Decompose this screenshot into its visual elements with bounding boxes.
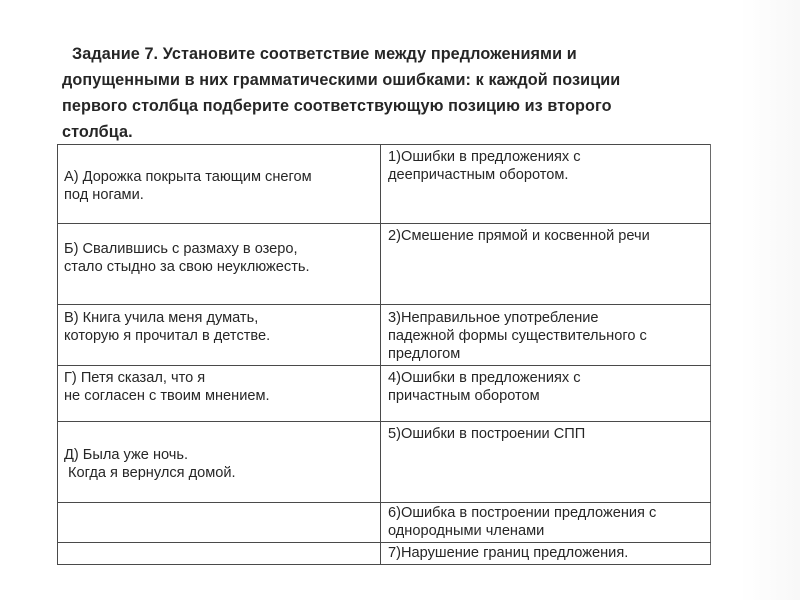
- sentence-cell-d: [58, 422, 381, 503]
- error-text: 3)Неправильное употребление: [388, 310, 599, 326]
- matching-table: [57, 144, 711, 565]
- table-row: [58, 145, 711, 224]
- task-heading-line: Задание 7. Установите соответствие между предложениями и: [72, 45, 577, 63]
- task-heading: [62, 41, 712, 145]
- sentence-text: В) Книга учила меня думать,: [64, 310, 259, 326]
- table-row: [58, 224, 711, 305]
- error-text: 1)Ошибки в предложениях с: [388, 149, 581, 165]
- table-row: [58, 503, 711, 543]
- sentence-text: под ногами.: [64, 187, 144, 203]
- error-text: однородными членами: [388, 523, 545, 539]
- sentence-text: Когда я вернулся домой.: [64, 465, 236, 481]
- error-text: деепричастным оборотом.: [388, 167, 569, 183]
- table-row: [58, 366, 711, 422]
- task-heading-line: столбца.: [62, 123, 133, 141]
- error-text: 6)Ошибка в построении предложения с: [388, 505, 657, 521]
- sentence-text: А) Дорожка покрыта тающим снегом: [64, 169, 312, 185]
- sentence-cell-g: [58, 366, 381, 422]
- table-row: [58, 422, 711, 503]
- sentence-cell-a: [58, 145, 381, 224]
- error-cell-4: [381, 366, 711, 422]
- error-cell-5: [381, 422, 711, 503]
- error-cell-3: [381, 305, 711, 366]
- sentence-text: не согласен с твоим мнением.: [64, 388, 270, 404]
- error-text: 4)Ошибки в предложениях с: [388, 370, 581, 386]
- table-row: [58, 543, 711, 565]
- task-heading-line: первого столбца подберите соответствующую позицию из второго: [62, 97, 612, 115]
- table-row: [58, 305, 711, 366]
- sentence-cell-empty: [58, 503, 381, 543]
- error-text: падежной формы существительного с: [388, 328, 647, 344]
- error-text: 2)Смешение прямой и косвенной речи: [388, 228, 650, 244]
- sentence-text: Г) Петя сказал, что я: [64, 370, 206, 386]
- sentence-text: стало стыдно за свою неуклюжесть.: [64, 259, 310, 275]
- error-cell-2: [381, 224, 711, 305]
- error-text: 7)Нарушение границ предложения.: [388, 545, 629, 561]
- sentence-text: которую я прочитал в детстве.: [64, 328, 271, 344]
- error-cell-1: [381, 145, 711, 224]
- error-cell-7: [381, 543, 711, 565]
- scan-edge-shadow: [740, 0, 800, 600]
- error-text: причастным оборотом: [388, 388, 540, 404]
- sentence-cell-b: [58, 224, 381, 305]
- error-cell-6: [381, 503, 711, 543]
- task-heading-line: допущенными в них грамматическими ошибками: к каждой позиции: [62, 71, 621, 89]
- sentence-text: Д) Была уже ночь.: [64, 447, 189, 463]
- sentence-text: Б) Свалившись с размаху в озеро,: [64, 241, 298, 257]
- error-text: предлогом: [388, 346, 461, 362]
- error-text: 5)Ошибки в построении СПП: [388, 426, 586, 442]
- sentence-cell-c: [58, 305, 381, 366]
- sentence-cell-empty: [58, 543, 381, 565]
